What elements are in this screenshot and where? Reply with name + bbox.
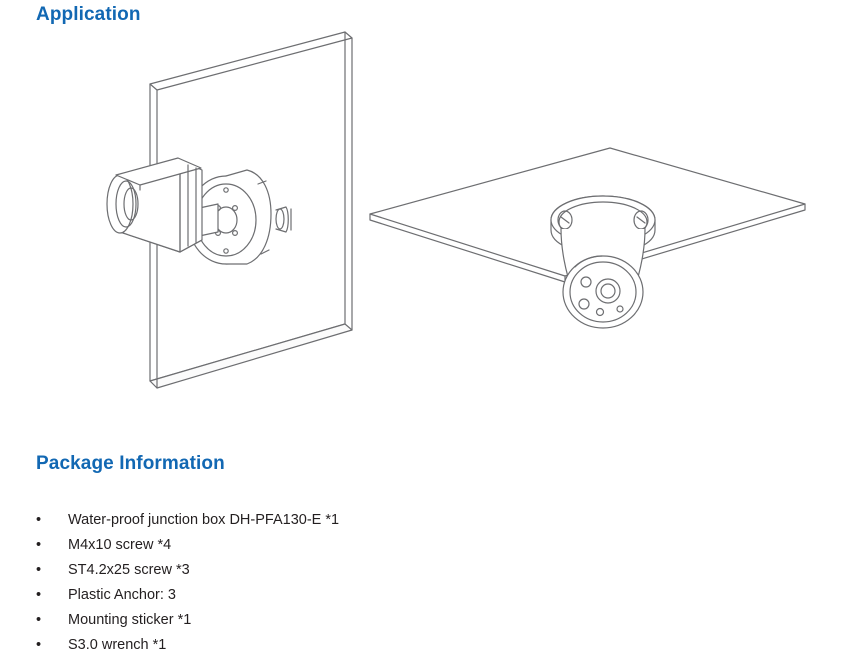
- bullet-icon: •: [36, 587, 42, 603]
- list-item: [36, 583, 636, 608]
- bullet-icon: •: [36, 612, 42, 628]
- list-item-label: S3.0 wrench *1: [68, 637, 167, 653]
- application-section-heading: Application: [36, 4, 141, 25]
- list-item-label: Plastic Anchor: 3: [68, 587, 176, 603]
- list-item: [36, 633, 636, 658]
- bullet-icon: •: [36, 637, 42, 653]
- turret-camera: [551, 196, 655, 328]
- list-item-label: M4x10 screw *4: [68, 537, 172, 553]
- list-item: [36, 508, 636, 533]
- bullet-icon: •: [36, 537, 42, 553]
- list-item-label: ST4.2x25 screw *3: [68, 562, 190, 578]
- package-information-list: [36, 508, 636, 658]
- application-diagram: [30, 24, 830, 424]
- application-diagram-svg: [30, 24, 830, 424]
- list-item: [36, 558, 636, 583]
- list-item: [36, 608, 636, 633]
- bullet-icon: •: [36, 512, 42, 528]
- list-item: [36, 533, 636, 558]
- list-item-label: Mounting sticker *1: [68, 612, 192, 628]
- list-item-label: Water-proof junction box DH-PFA130-E *1: [68, 512, 340, 528]
- package-information-heading: Package Information: [36, 453, 225, 474]
- bullet-camera: [107, 158, 218, 252]
- bullet-icon: •: [36, 562, 42, 578]
